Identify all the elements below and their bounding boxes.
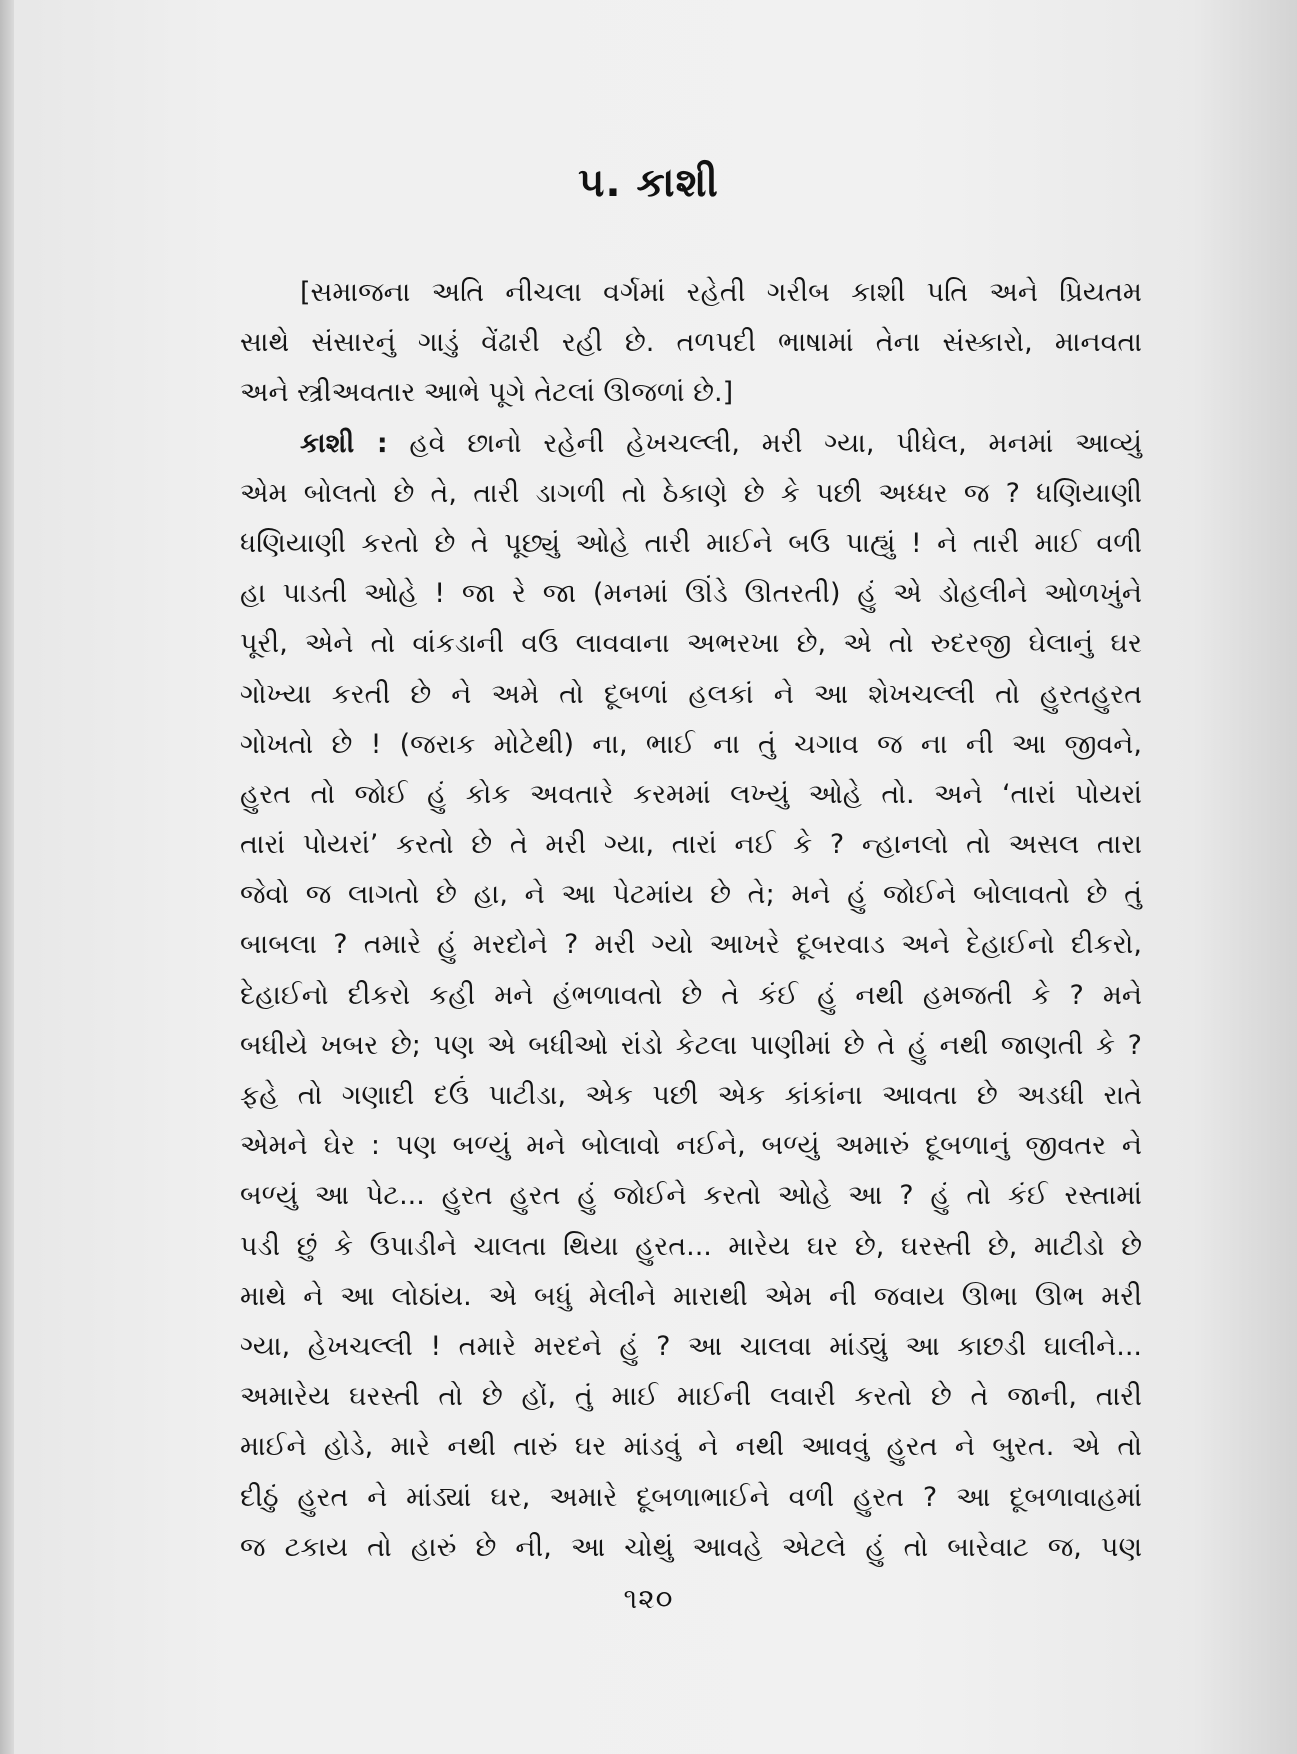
speech-line: માથે ને આ લોઠાંય. એ બધું મેલીને મારાથી એમ ની જવાય ઊભા ઊભ મરી — [240, 1280, 1142, 1312]
speech-line: દેહાઈનો દીકરો કહી મને હંભળાવતો છે તે કંઈ હું નથી હમજતી કે ? મને — [240, 979, 1142, 1011]
page-number: ૧૨૦ — [623, 1582, 674, 1615]
body-text — [240, 268, 1142, 1573]
speech-line: ગોખતો છે ! (જરાક મોટેથી) ના, ભાઈ ના તું ચગાવ જ ના ની આ જીવને, — [240, 728, 1142, 760]
intro-line: અને સ્ત્રીઅવતાર આભે પૂગે તેટલાં ઊજળાં છે.] — [240, 377, 734, 409]
speech-first-text: હવે છાનો રહેની હેખચલ્લી, મરી ગ્યા, પીધેલ, મનમાં આવ્યું — [409, 427, 1142, 459]
speech-line: જ ટકાય તો હારું છે ની, આ ચોથું આવહે એટલે હું તો બારેવાટ જ, પણ — [240, 1531, 1142, 1563]
speech-line: બળ્યું આ પેટ... હુરત હુરત હું જોઈને કરતો ઓહે આ ? હું તો કંઈ રસ્તામાં — [240, 1180, 1142, 1212]
speech-line: બાબલા ? તમારે હું મરદોને ? મરી ગ્યો આખરે દૂબરવાડ અને દેહાઈનો દીકરો, — [240, 929, 1142, 961]
speech-line: દીઠું હુરત ને માંડ્યાં ઘર, અમારે દૂબળાભાઈને વળી હુરત ? આ દૂબળાવાહમાં — [240, 1481, 1142, 1513]
speech-line: જેવો જ લાગતો છે હા, ને આ પેટમાંય છે તે; મને હું જોઈને બોલાવતો છે તું — [240, 879, 1142, 911]
speech-line: એમ બોલતો છે તે, તારી ડાગળી તો ઠેકાણે છે કે પછી અધ્ધર જ ? ધણિયાણી — [240, 477, 1142, 509]
page-edge — [0, 0, 14, 1754]
speech-line: ફહે તો ગણાદી દઉં પાટીડા, એક પછી એક કાંકાંના આવતા છે અડધી રાતે — [240, 1080, 1142, 1111]
speaker-name: કાશી : — [300, 427, 388, 459]
speech-line: પડી છું કે ઉપાડીને ચાલતા થિયા હુરત... મારેય ઘર છે, ઘરસ્તી છે, માટીડો છે — [240, 1230, 1142, 1262]
speech-first-line — [240, 419, 1142, 469]
speech-line: માઈને હોડે, મારે નથી તારું ઘર માંડવું ને નથી આવવું હુરત ને બુરત. એ તો — [240, 1431, 1142, 1463]
intro-line: [સમાજના અતિ નીચલા વર્ગમાં રહેતી ગરીબ કાશી પતિ અને પ્રિયતમ — [300, 277, 1142, 308]
chapter-title: ૫. કાશી — [578, 160, 719, 206]
speech-line: ગ્યા, હેખચલ્લી ! તમારે મરદને હું ? આ ચાલવા માંડ્યું આ કાછડી ઘાલીને... — [240, 1330, 1142, 1362]
speech-line: બધીયે ખબર છે; પણ એ બધીઓ રાંડો કેટલા પાણીમાં છે તે હું નથી જાણતી કે ? — [240, 1029, 1142, 1061]
speech-line: તારાં પોયરાં’ કરતો છે તે મરી ગ્યા, તારાં નઈ કે ? ન્હાનલો તો અસલ તારા — [240, 829, 1142, 861]
speech-line: હુરત તો જોઈ હું કોક અવતારે કરમમાં લખ્યું ઓહે તો. અને ‘તારાં પોયરાં — [240, 778, 1142, 810]
speech-line: ગોખ્યા કરતી છે ને અમે તો દૂબળાં હલકાં ને આ શેખચલ્લી તો હુરતહુરત — [240, 678, 1142, 710]
speech-line: પૂરી, એને તો વાંકડાની વઉ લાવવાના અભરખા છે, એ તો રુદરજી ઘેલાનું ઘર — [240, 628, 1142, 660]
intro-line: સાથે સંસારનું ગાડું વેંઢારી રહી છે. તળપદી ભાષામાં તેના સંસ્કારો, માનવતા — [240, 327, 1142, 359]
speech-line: અમારેય ઘરસ્તી તો છે હોં, તું માઈ માઈની લવારી કરતો છે તે જાની, તારી — [240, 1381, 1142, 1413]
speech-line: ધણિયાણી કરતો છે તે પૂછ્યું ઓહે તારી માઈને બઉ પાહ્યું ! ને તારી માઈ વળી — [240, 527, 1142, 559]
speech-line: એમને ઘેર : પણ બળ્યું મને બોલાવો નઈને, બળ્યું અમારું દૂબળાનું જીવતર ને — [240, 1130, 1142, 1162]
speech-line: હા પાડતી ઓહે ! જા રે જા (મનમાં ઊંડે ઊતરતી) હું એ ડોહલીને ઓળખુંને — [240, 578, 1142, 610]
